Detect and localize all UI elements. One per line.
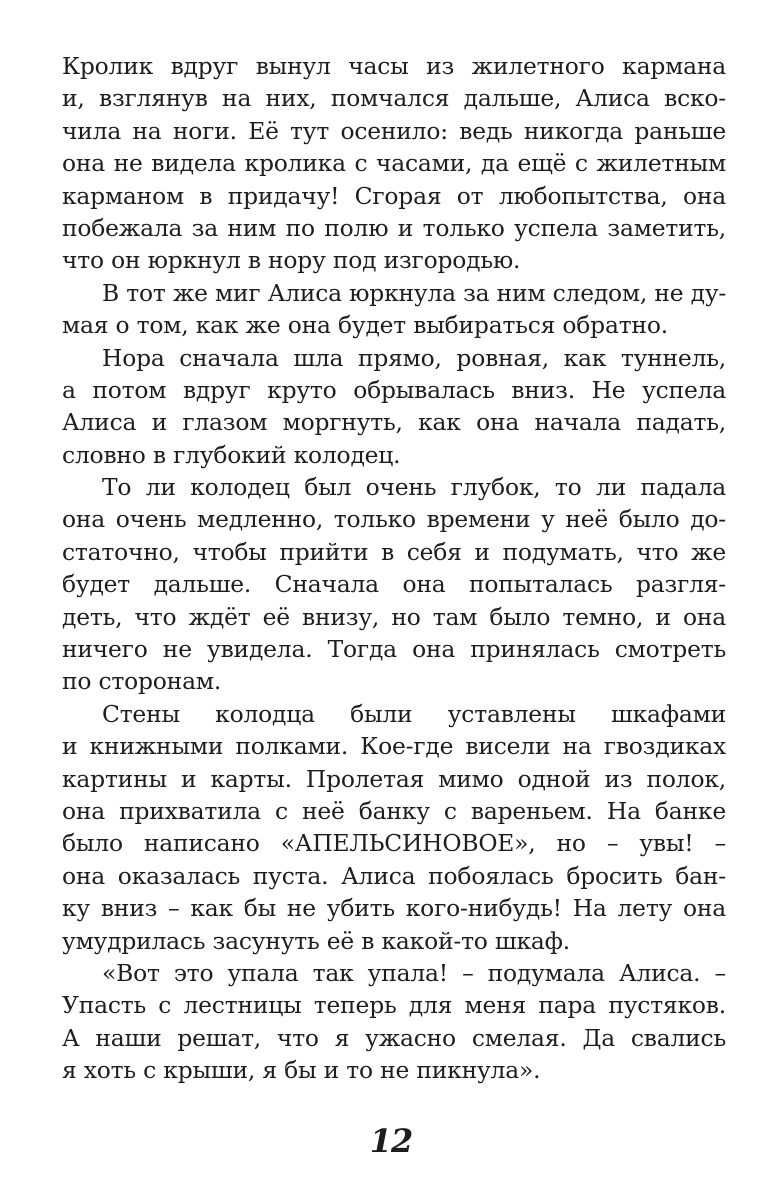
text-line: Упасть с лестницы теперь для меня пара пустяков. <box>62 991 726 1020</box>
text-line: Нора сначала шла прямо, ровная, как туннель, <box>102 343 726 372</box>
paragraph-2 <box>62 277 726 342</box>
text-line: «Вот это упала так упала! – подумала Алиса. – <box>102 958 726 987</box>
text-line: по сторонам. <box>62 667 222 696</box>
paragraph-4 <box>62 471 726 698</box>
paragraph-5 <box>62 698 726 957</box>
text-line: а потом вдруг круто обрывалась вниз. Не успела <box>62 375 726 404</box>
text-line: она оказалась пуста. Алиса побоялась бросить бан- <box>62 861 726 890</box>
text-line: деть, что ждёт её внизу, но там было темно, и она <box>62 602 726 631</box>
text-line: В тот же миг Алиса юркнула за ним следом, не ду- <box>102 278 727 307</box>
text-line: Кролик вдруг вынул часы из жилетного кармана <box>62 52 726 80</box>
text-line: было написано «АПЕЛЬСИНОВОЕ», но – увы! – <box>62 829 726 858</box>
text-line: статочно, чтобы прийти в себя и подумать, что же <box>62 537 726 566</box>
text-line: и книжными полками. Кое-где висели на гвоздиках <box>62 732 726 761</box>
text-line: словно в глубокий колодец. <box>62 440 401 469</box>
text-line: она прихватила с неё банку с вареньем. На банке <box>62 796 726 825</box>
page-number: 12 <box>369 1122 413 1160</box>
text-line: карманом в придачу! Сгорая от любопытства, она <box>62 181 726 210</box>
text-line: А наши решат, что я ужасно смелая. Да свались <box>62 1023 726 1052</box>
text-line: умудрилась засунуть её в какой-то шкаф. <box>62 926 570 955</box>
text-line: побежала за ним по полю и только успела заметить, <box>62 213 726 242</box>
text-line: картины и карты. Пролетая мимо одной из полок, <box>62 764 726 793</box>
text-line: она не видела кролика с часами, да ещё с жилетным <box>62 149 726 178</box>
paragraph-6 <box>62 957 726 1087</box>
page-body <box>62 50 726 1087</box>
text-line: ничего не увидела. Тогда она принялась смотреть <box>62 635 726 664</box>
text-line: и, взглянув на них, помчался дальше, Алиса вско- <box>62 84 726 113</box>
text-line: я хоть с крыши, я бы и то не пикнула». <box>62 1056 541 1085</box>
text-line: будет дальше. Сначала она попыталась разгля- <box>62 570 726 599</box>
text-line: она очень медленно, только времени у неё было до- <box>62 505 726 534</box>
text-line: Стены колодца были уставлены шкафами <box>102 699 726 728</box>
text-line: То ли колодец был очень глубок, то ли падала <box>102 473 726 502</box>
text-line: Алиса и глазом моргнуть, как она начала падать, <box>62 408 726 437</box>
paragraph-1 <box>62 50 726 277</box>
text-line: мая о том, как же она будет выбираться обратно. <box>62 311 668 340</box>
paragraph-3 <box>62 342 726 472</box>
text-line: чила на ноги. Её тут осенило: ведь никогда раньше <box>62 116 726 145</box>
text-line: ку вниз – как бы не убить кого-нибудь! На лету она <box>62 894 726 923</box>
text-line: что он юркнул в нору под изгородью. <box>62 246 521 275</box>
